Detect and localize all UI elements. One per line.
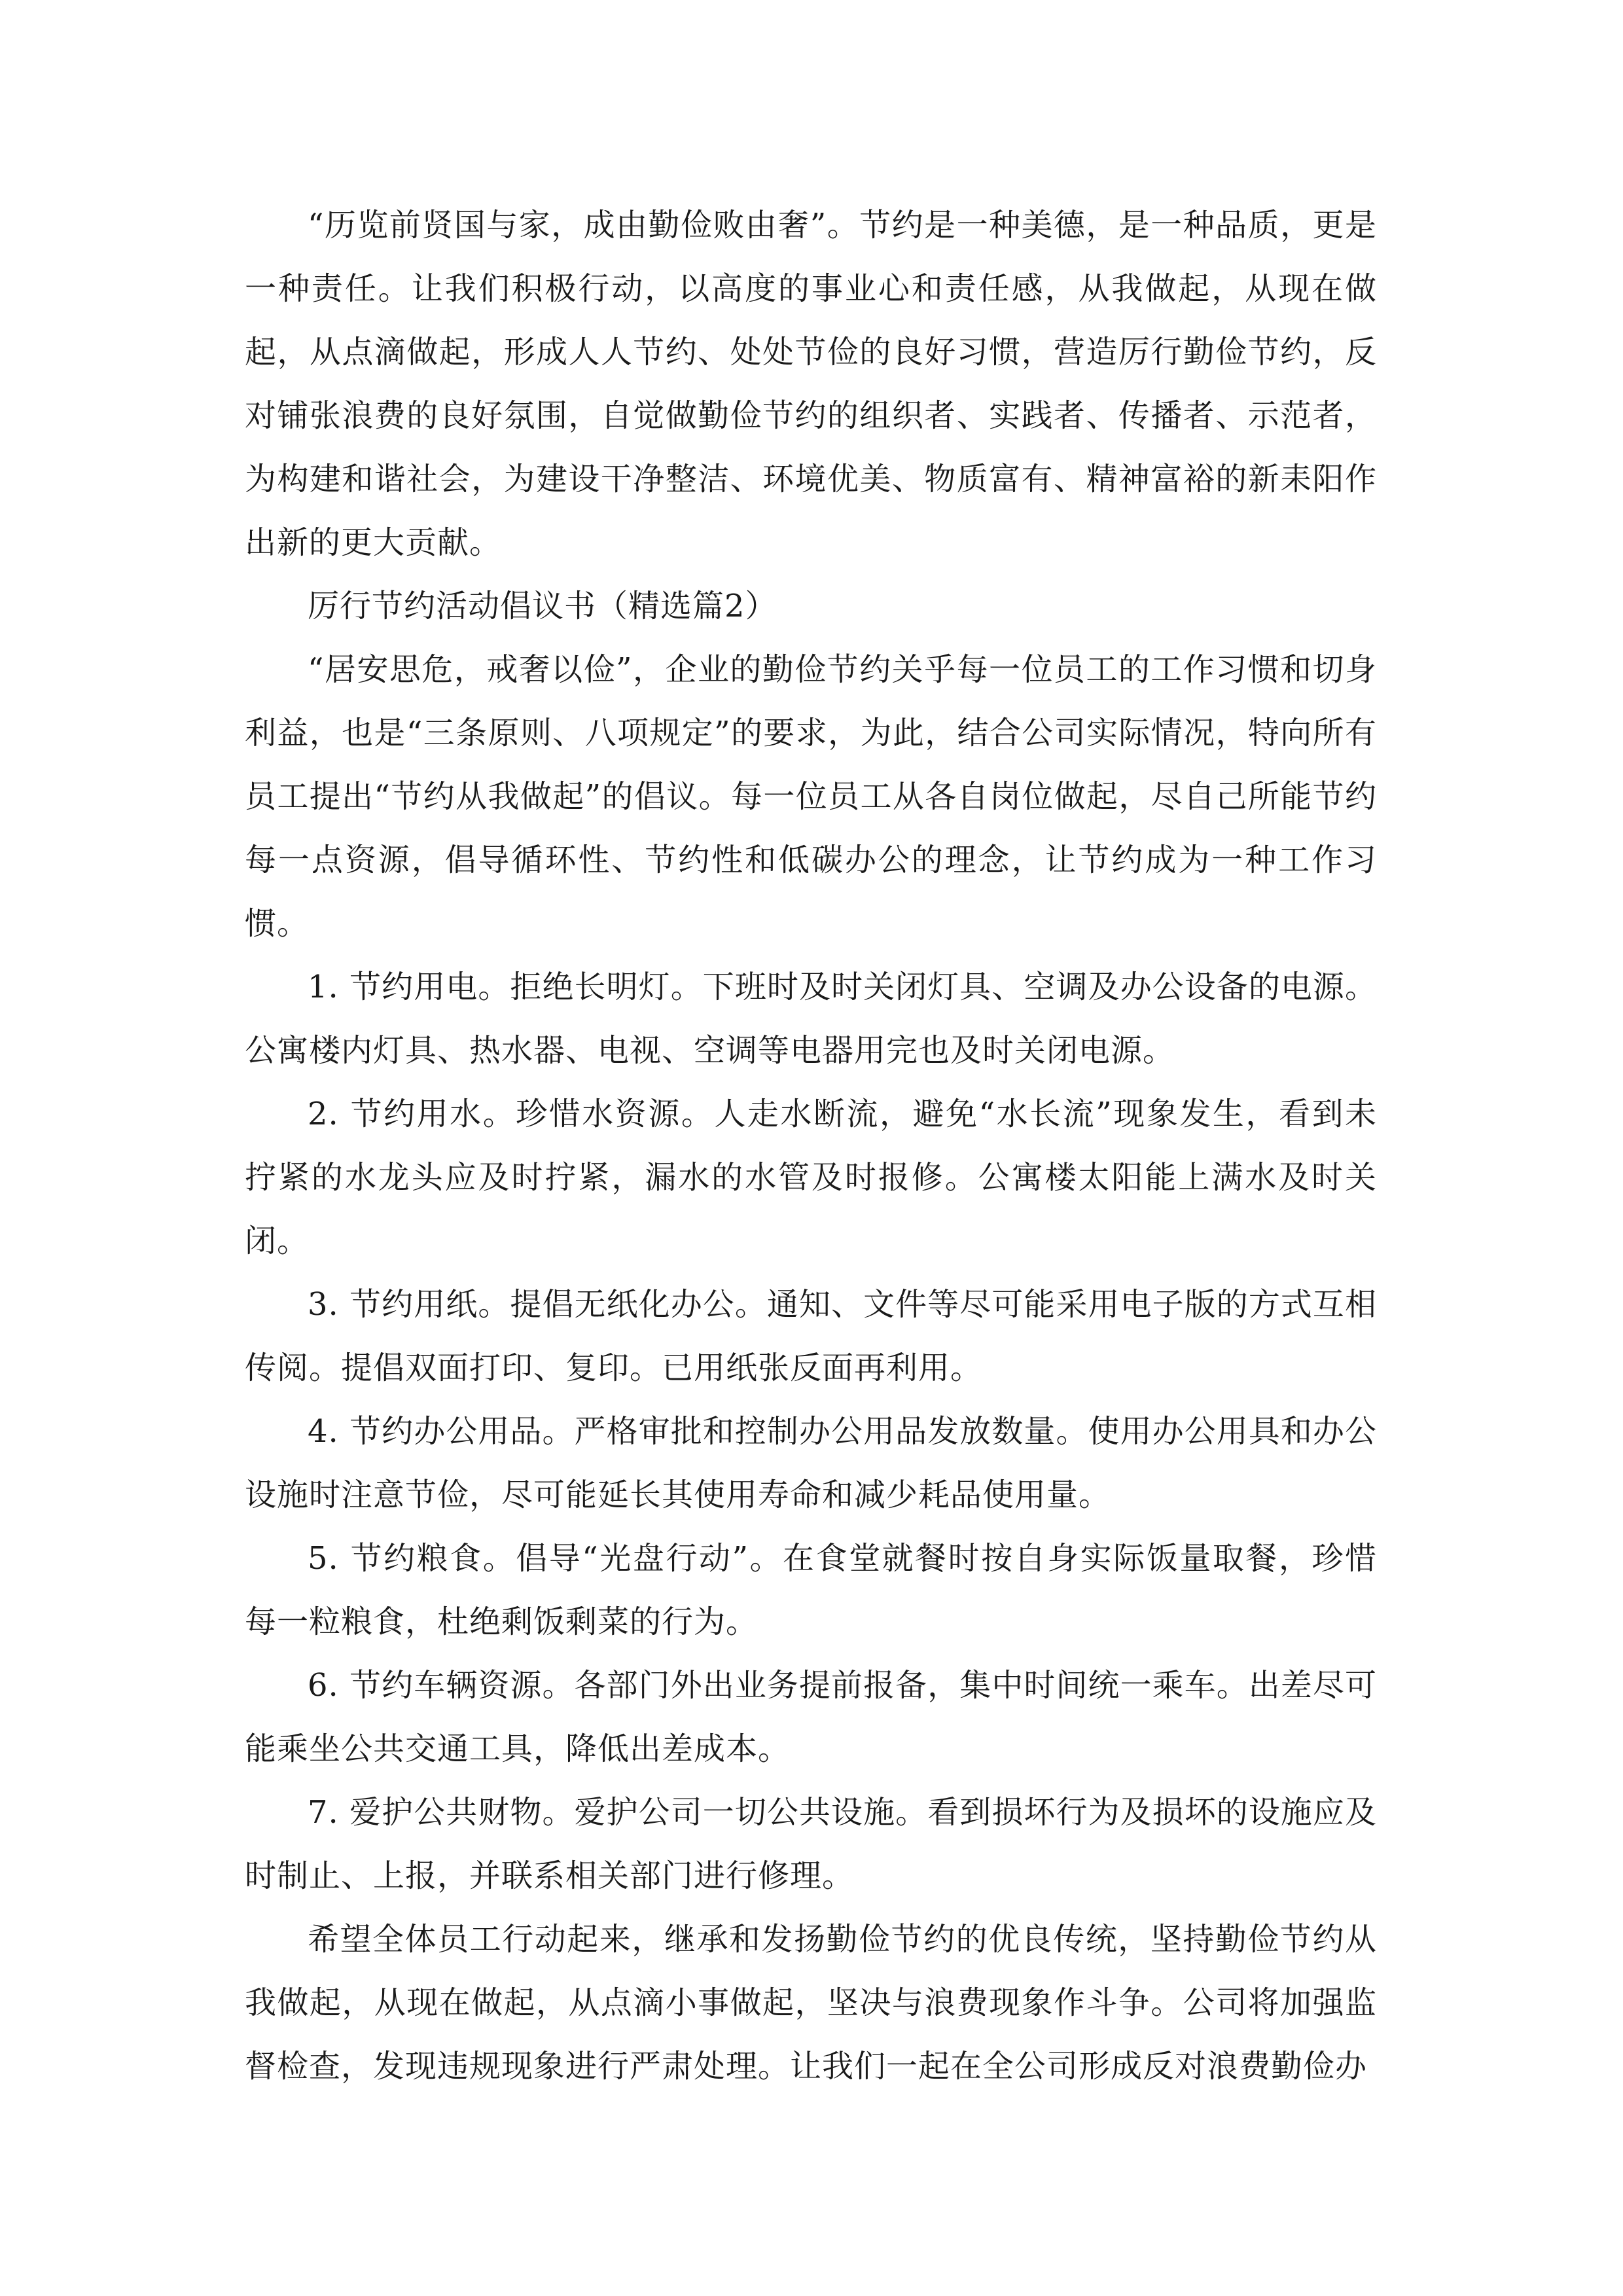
list-item-paper: 3. 节约用纸。提倡无纸化办公。通知、文件等尽可能采用电子版的方式互相传阅。提倡双面打印、复印。已用纸张反面再利用。 (245, 1286, 1377, 1386)
document-page (245, 194, 1377, 2098)
list-item-vehicles: 6. 节约车辆资源。各部门外出业务提前报备，集中时间统一乘车。出差尽可能乘坐公共交通工具，降低出差成本。 (245, 1667, 1377, 1767)
list-item-electricity: 1. 节约用电。拒绝长明灯。下班时及时关闭灯具、空调及办公设备的电源。公寓楼内灯具、热水器、电视、空调等电器用完也及时关闭电源。 (245, 969, 1377, 1069)
paragraph-intro: “居安思危，戒奢以俭”，企业的勤俭节约关乎每一位员工的工作习惯和切身利益，也是“三条原则、八项规定”的要求，为此，结合公司实际情况，特向所有员工提出“节约从我做起”的倡议。每一位员工从各自岗位做起，尽自己所能节约每一点资源，倡导循环性、节约性和低碳办公的理念，让节约成为一种工作习惯。 (245, 651, 1377, 942)
list-item-food: 5. 节约粮食。倡导“光盘行动”。在食堂就餐时按自身实际饭量取餐，珍惜每一粒粮食，杜绝剩饭剩菜的行为。 (245, 1540, 1377, 1640)
list-item-public-property: 7. 爱护公共财物。爱护公司一切公共设施。看到损坏行为及损坏的设施应及时制止、上报，并联系相关部门进行修理。 (245, 1794, 1377, 1894)
list-item-water: 2. 节约用水。珍惜水资源。人走水断流，避免“水长流”现象发生，看到未拧紧的水龙头应及时拧紧，漏水的水管及时报修。公寓楼太阳能上满水及时关闭。 (245, 1096, 1377, 1259)
section-heading: 厉行节约活动倡议书（精选篇2） (308, 588, 777, 624)
paragraph-conclusion-1: “历览前贤国与家，成由勤俭败由奢”。节约是一种美德，是一种品质，更是一种责任。让我们积极行动，以高度的事业心和责任感，从我做起，从现在做起，从点滴做起，形成人人节约、处处节俭的良好习惯，营造厉行勤俭节约，反对铺张浪费的良好氛围，自觉做勤俭节约的组织者、实践者、传播者、示范者，为构建和谐社会，为建设干净整洁、环境优美、物质富有、精神富裕的新耒阳作出新的更大贡献。 (245, 207, 1377, 561)
list-item-office-supplies: 4. 节约办公用品。严格审批和控制办公用品发放数量。使用办公用具和办公设施时注意节俭，尽可能延长其使用寿命和减少耗品使用量。 (245, 1413, 1377, 1513)
paragraph-closing: 希望全体员工行动起来，继承和发扬勤俭节约的优良传统，坚持勤俭节约从我做起，从现在做起，从点滴小事做起，坚决与浪费现象作斗争。公司将加强监督检查，发现违规现象进行严肃处理。让我们一起在全公司形成反对浪费勤俭办 (245, 1921, 1377, 2085)
